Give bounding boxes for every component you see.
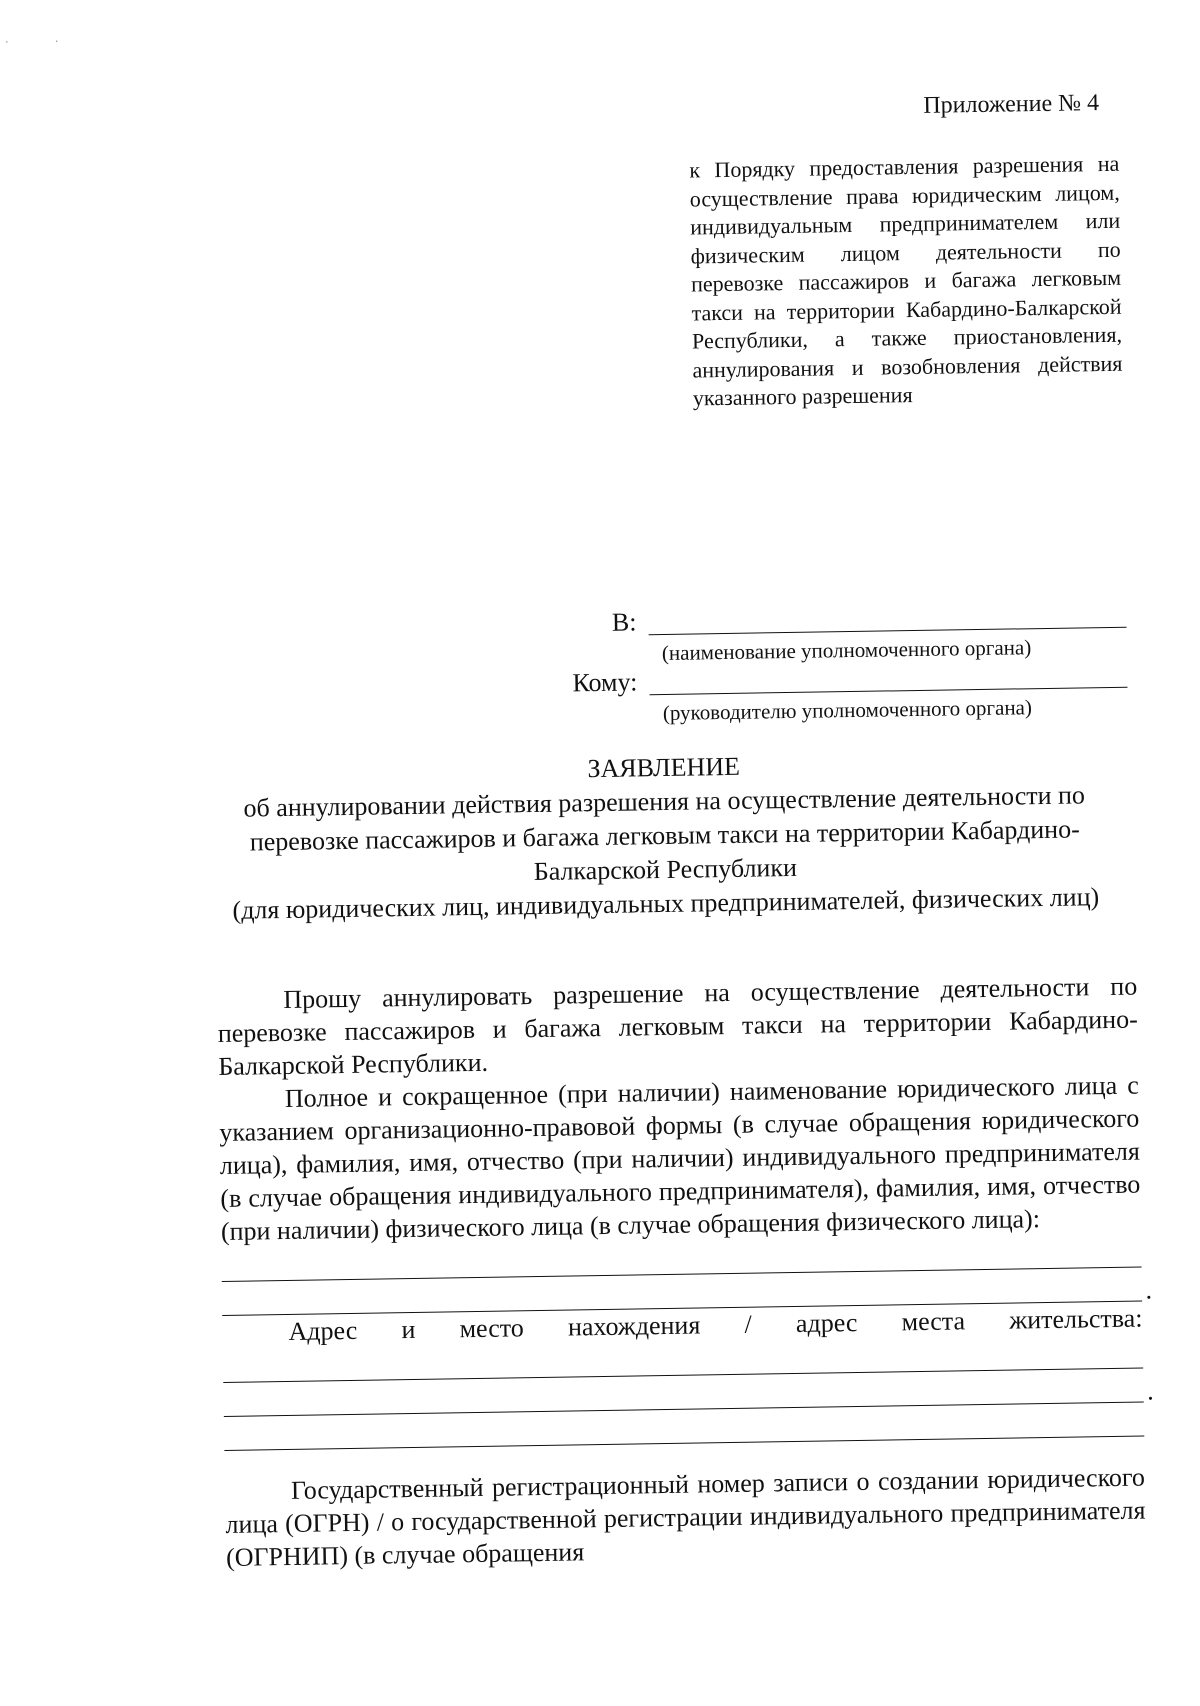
addressee-to-row bbox=[516, 598, 1136, 642]
addressee-to-hint: (наименование уполномоченного органа) bbox=[661, 635, 1032, 666]
document-subtitle: об аннулировании действия разрешения на осуществление деятельности по перевозке пассажиров и багажа легковым такси на территории Кабардино-Балкарской Республики bbox=[243, 780, 1086, 887]
addressee-to-field[interactable] bbox=[649, 627, 1127, 636]
addressee-whom-label: Кому: bbox=[572, 667, 638, 698]
addressee-whom-hint: (руководителю уполномоченного органа) bbox=[662, 695, 1033, 725]
appendix-title: Приложение № 4 bbox=[923, 90, 1100, 119]
applicant-name-paragraph: Полное и сокращенное (при наличии) наименование юридического лица с указанием организационно-правовой формы (в случае обращения юридического лица), фамилия, имя, отчество (при наличии) индивидуального предпринимателя (в случае обращения индивидуального предпринимателя), фамилия, имя, отчество (при наличии) физического лица (в случае обращения физического лица): bbox=[219, 1070, 1141, 1246]
addressee-whom-field[interactable] bbox=[650, 687, 1128, 696]
line-end-dot: . bbox=[1145, 1275, 1153, 1305]
addressee-to-label: В: bbox=[611, 607, 637, 637]
registration-paragraph: Государственный регистрационный номер записи о создании юридического лица (ОГРН) / о государственной регистрации индивидуального предпринимателя (ОГРНИП) (в случае обращения bbox=[225, 1462, 1146, 1572]
line-end-dot: . bbox=[1146, 1376, 1154, 1406]
appendix-text: к Порядку предоставления разрешения на осуществление права юридическим лицом, индивидуальным предпринимателем или физическим лицом деятельности по перевозке пассажиров и багажа легковым такси на территории Кабардино-Балкарской Республики, а также приостановления, аннулирования и возобновления действия указанного разрешения bbox=[689, 150, 1123, 411]
addressee-whom-row bbox=[517, 658, 1137, 702]
address-paragraph: Адрес и место нахождения / адрес места жительства: bbox=[288, 1303, 1143, 1346]
document-subtitle-note: (для юридических лиц, индивидуальных предпринимателей, физических лиц) bbox=[232, 882, 1100, 925]
scan-specks: · · bbox=[5, 36, 81, 49]
document-body bbox=[217, 970, 1154, 1574]
request-paragraph: Прошу аннулировать разрешение на осуществление деятельности по перевозке пассажиров и багажа легковым такси на территории Кабардино-Балкарской Республики. bbox=[217, 971, 1138, 1082]
document-heading bbox=[204, 744, 1127, 928]
document-title: ЗАЯВЛЕНИЕ bbox=[587, 751, 741, 784]
